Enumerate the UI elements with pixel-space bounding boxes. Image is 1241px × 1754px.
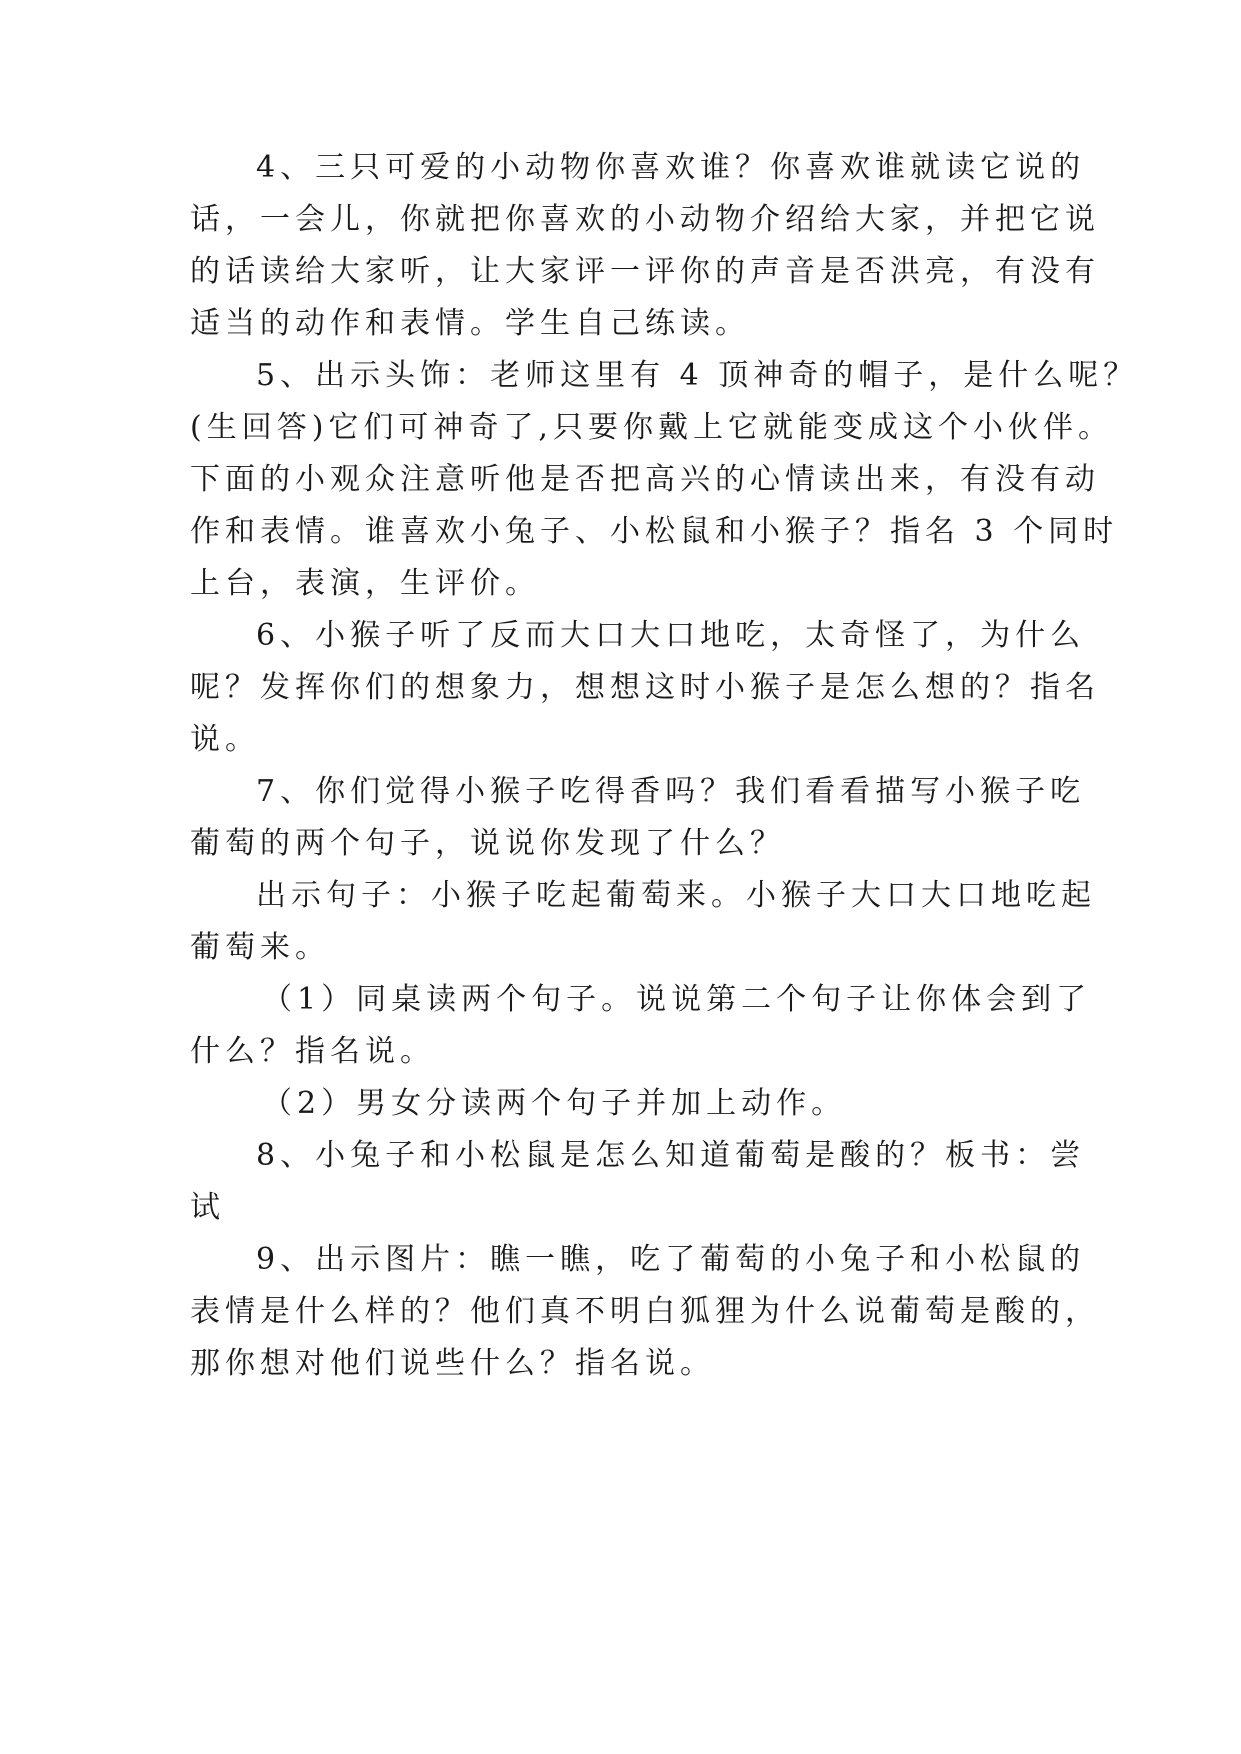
paragraph-5-line-2: (生回答)它们可神奇了,只要你戴上它就能变成这个小伙伴。	[190, 410, 1113, 445]
example-sentence-line-1: 出示句子：小猴子吃起葡萄来。小猴子大口大口地吃起	[256, 878, 1096, 913]
sub-item-1-line-2: 什么？指名说。	[190, 1034, 435, 1069]
example-sentence-line-2: 葡萄来。	[190, 930, 330, 965]
paragraph-5-line-1: 5、出示头饰：老师这里有 4 顶神奇的帽子，是什么呢？	[256, 358, 1139, 393]
paragraph-8-line-2: 试	[190, 1190, 225, 1225]
paragraph-9-line-2: 表情是什么样的？他们真不明白狐狸为什么说葡萄是酸的，	[190, 1294, 1100, 1329]
paragraph-5-line-3: 下面的小观众注意听他是否把高兴的心情读出来，有没有动	[190, 462, 1100, 497]
paragraph-7-line-1: 7、你们觉得小猴子吃得香吗？我们看看描写小猴子吃	[256, 774, 1086, 809]
paragraph-9-line-1: 9、出示图片：瞧一瞧，吃了葡萄的小兔子和小松鼠的	[256, 1242, 1086, 1277]
paragraph-4-line-2: 话，一会儿，你就把你喜欢的小动物介绍给大家，并把它说	[190, 202, 1100, 237]
paragraph-5-line-4: 作和表情。谁喜欢小兔子、小松鼠和小猴子？指名 3 个同时	[190, 514, 1119, 549]
paragraph-9-line-3: 那你想对他们说些什么？指名说。	[190, 1346, 715, 1381]
paragraph-6-line-3: 说。	[190, 722, 260, 757]
paragraph-4-line-1: 4、三只可爱的小动物你喜欢谁？你喜欢谁就读它说的	[256, 150, 1086, 185]
paragraph-8-line-1: 8、小兔子和小松鼠是怎么知道葡萄是酸的？板书：尝	[256, 1138, 1086, 1173]
sub-item-2-line-1: （2）男女分读两个句子并加上动作。	[262, 1086, 847, 1121]
paragraph-5-line-5: 上台，表演，生评价。	[190, 566, 540, 601]
paragraph-4-line-3: 的话读给大家听，让大家评一评你的声音是否洪亮，有没有	[190, 254, 1100, 289]
paragraph-6-line-2: 呢？发挥你们的想象力，想想这时小猴子是怎么想的？指名	[190, 670, 1100, 705]
paragraph-6-line-1: 6、小猴子听了反而大口大口地吃，太奇怪了，为什么	[256, 618, 1086, 653]
sub-item-1-line-1: （1）同桌读两个句子。说说第二个句子让你体会到了	[262, 982, 1092, 1017]
paragraph-4-line-4: 适当的动作和表情。学生自己练读。	[190, 306, 750, 341]
paragraph-7-line-2: 葡萄的两个句子，说说你发现了什么？	[190, 826, 785, 861]
